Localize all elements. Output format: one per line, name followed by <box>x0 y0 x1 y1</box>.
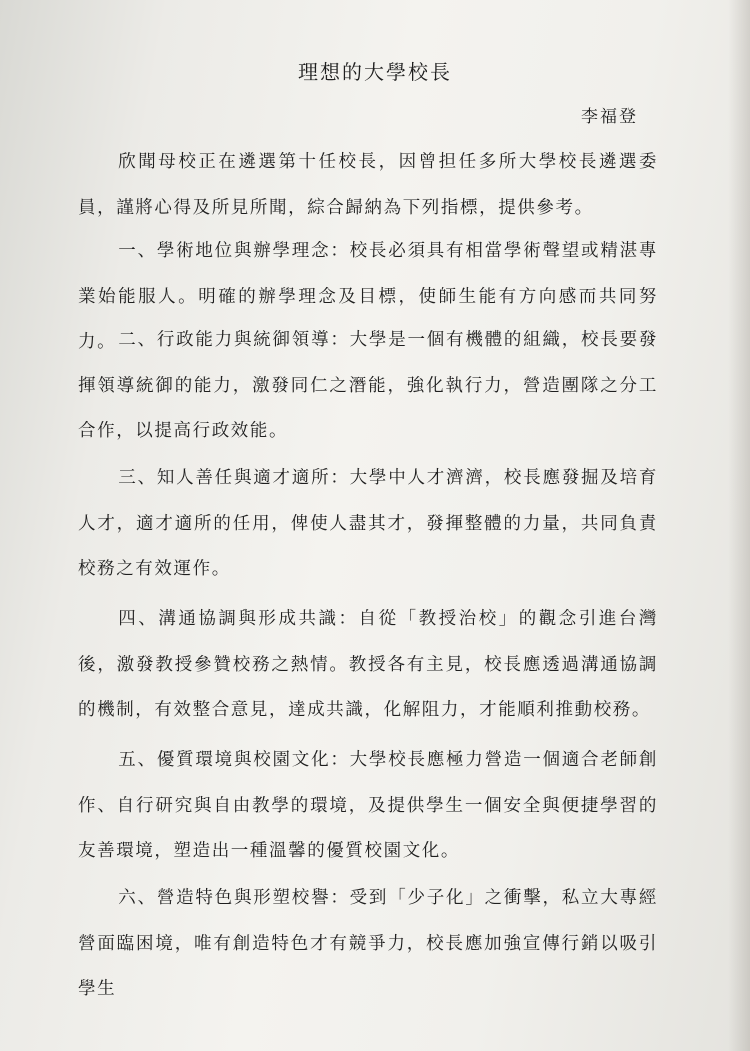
paragraph-administration: 二、行政能力與統御領導：大學是一個有機體的組織，校長要發揮領導統御的能力，激發同仁之潛能，強化執行力，營造團隊之分工合作，以提高行政效能。 <box>78 330 658 441</box>
paragraph-talent: 三、知人善任與適才適所：大學中人才濟濟，校長應發掘及培育人才，適才適所的任用，俾使人盡其才，發揮整體的力量，共同負責校務之有效運作。 <box>78 468 658 579</box>
document-title: 理想的大學校長 <box>298 60 452 84</box>
author-name: 李福登 <box>581 107 638 127</box>
paragraph-environment: 五、優質環境與校園文化：大學校長應極力營造一個適合老師創作、自行研究與自由教學的環境，及提供學生一個安全與便捷學習的友善環境，塑造出一種溫馨的優質校園文化。 <box>78 750 658 861</box>
paragraph-communication: 四、溝通協調與形成共識：自從「教授治校」的觀念引進台灣後，激發教授參贊校務之熱情。教授各有主見，校長應透過溝通協調的機制，有效整合意見，達成共識，化解阻力，才能順利推動校務。 <box>78 609 658 720</box>
page-edge-shadow <box>728 0 750 1051</box>
paragraph-academic-standing: 一、學術地位與辦學理念：校長必須具有相當學術聲望或精湛專業始能服人。明確的辦學理念及目標，使師生能有方向感而共同努力。 <box>78 241 658 352</box>
intro-paragraph: 欣聞母校正在遴選第十任校長，因曾担任多所大學校長遴選委員，謹將心得及所見所聞，綜合歸納為下列指標，提供參考。 <box>78 152 658 218</box>
paragraph-reputation: 六、營造特色與形塑校譽：受到「少子化」之衝擊，私立大專經營面臨困境，唯有創造特色才有競爭力，校長應加強宣傳行銷以吸引學生 <box>78 888 658 999</box>
